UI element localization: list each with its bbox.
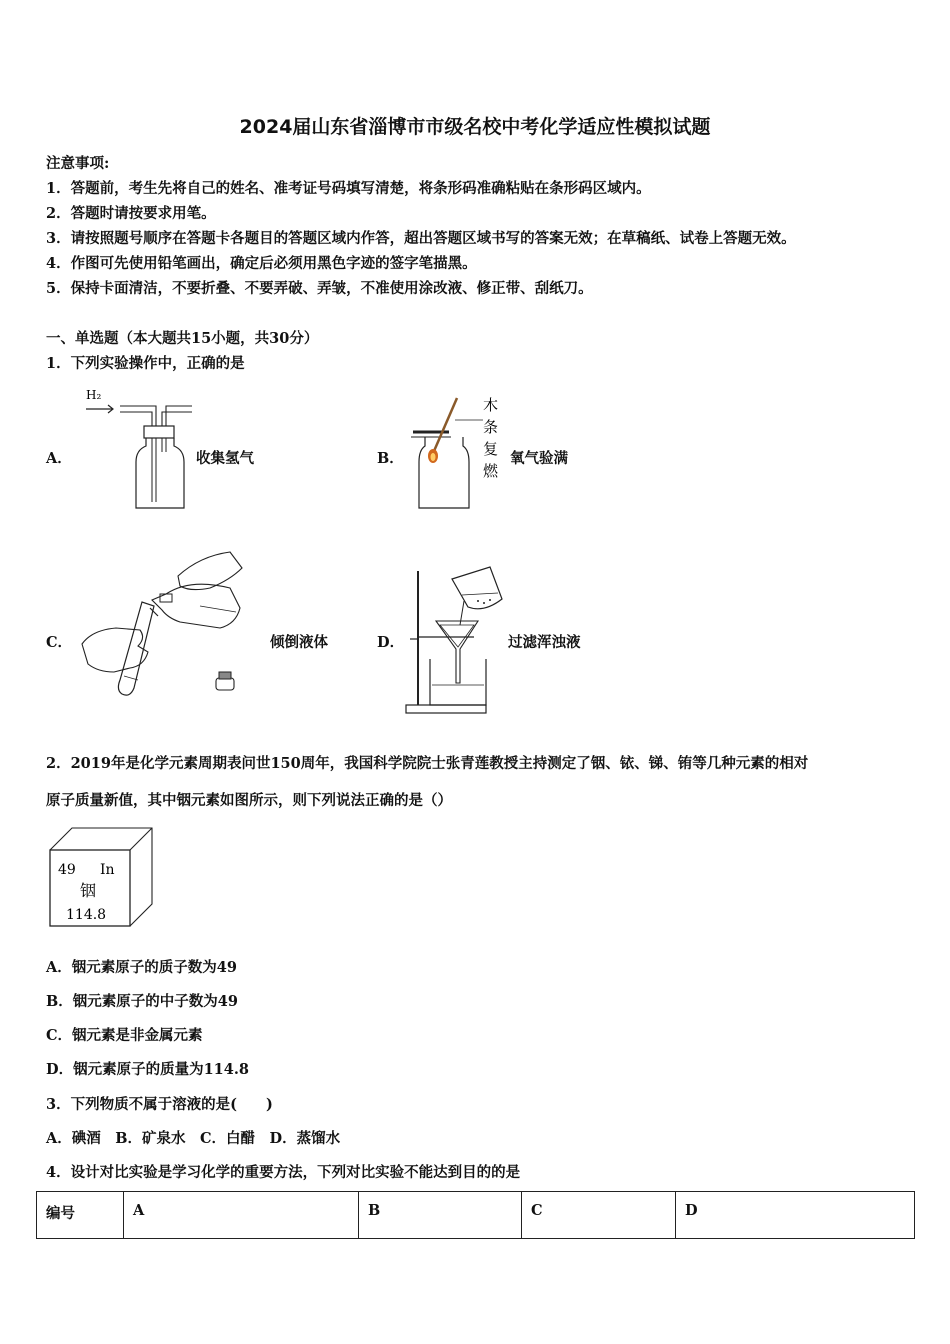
- question-3-stem: 3．下列物质不属于溶液的是( ): [46, 1096, 273, 1113]
- element-number: 49: [58, 862, 76, 878]
- table-header-cell: 编号: [37, 1192, 124, 1239]
- page-title: 2024届山东省淄博市市级名校中考化学适应性模拟试题: [239, 116, 711, 138]
- notice-item: 3．请按照题号顺序在答题卡各题目的答题区域内作答，超出答题区域书写的答案无效；在草稿纸、试卷上答题无效。: [46, 230, 796, 247]
- table-header-cell: A: [124, 1192, 359, 1239]
- wood-label-char: 复: [483, 440, 499, 458]
- element-symbol: In: [100, 862, 115, 878]
- question-1-stem: 1．下列实验操作中，正确的是: [46, 355, 245, 372]
- option-c-caption: 倾倒液体: [270, 634, 328, 651]
- pouring-liquid-illustration: [80, 548, 250, 700]
- question-2-option-b: B．铟元素原子的中子数为49: [46, 993, 238, 1010]
- gas-collecting-bottle-illustration: [80, 384, 200, 514]
- wood-label-char: 条: [483, 418, 499, 436]
- h2-label: H₂: [86, 388, 102, 402]
- option-a-letter: A．: [46, 450, 72, 467]
- comparison-table: [36, 1191, 915, 1239]
- option-b-letter: B．: [377, 450, 404, 467]
- indium-element-card: [46, 826, 156, 930]
- table-header-cell: C: [522, 1192, 676, 1239]
- notice-heading: 注意事项:: [46, 155, 110, 172]
- question-4-stem: 4．设计对比实验是学习化学的重要方法，下列对比实验不能达到目的的是: [46, 1164, 521, 1181]
- notice-item: 1．答题前，考生先将自己的姓名、准考证号码填写清楚，将条形码准确粘贴在条形码区域内。: [46, 180, 651, 197]
- table-row: [37, 1192, 915, 1239]
- question-3-options: A．碘酒 B．矿泉水 C．白醋 D．蒸馏水: [46, 1130, 341, 1147]
- question-2-option-a: A．铟元素原子的质子数为49: [46, 959, 237, 976]
- filtration-apparatus-illustration: [402, 565, 507, 717]
- oxygen-test-bottle-illustration: [405, 390, 505, 515]
- section-heading: 一、单选题（本大题共15小题，共30分）: [46, 330, 319, 347]
- wood-label-char: 木: [483, 396, 499, 414]
- table-header-cell: B: [359, 1192, 522, 1239]
- option-b-caption: 氧气验满: [510, 450, 568, 467]
- question-2-option-d: D．铟元素原子的质量为114.8: [46, 1061, 249, 1078]
- question-2-option-c: C．铟元素是非金属元素: [46, 1027, 203, 1044]
- notice-item: 4．作图可先使用铅笔画出，确定后必须用黑色字迹的签字笔描黑。: [46, 255, 477, 272]
- option-a-caption: 收集氢气: [196, 450, 254, 467]
- option-d-caption: 过滤浑浊液: [508, 634, 581, 651]
- notice-item: 5．保持卡面清洁，不要折叠、不要弄破、弄皱，不准使用涂改液、修正带、刮纸刀。: [46, 280, 593, 297]
- question-2-stem-line2: 原子质量新值，其中铟元素如图所示，则下列说法正确的是（）: [46, 792, 452, 809]
- question-2-stem-line1: 2．2019年是化学元素周期表问世150周年，我国科学院院士张青莲教授主持测定了铟、铱、锑、铕等几种元素的相对: [46, 755, 809, 772]
- option-c-letter: C．: [46, 634, 73, 651]
- table-header-cell: D: [676, 1192, 915, 1239]
- element-mass: 114.8: [66, 907, 107, 923]
- option-d-letter: D．: [377, 634, 405, 651]
- notice-item: 2．答题时请按要求用笔。: [46, 205, 216, 222]
- wood-label-char: 燃: [483, 462, 499, 480]
- element-name: 铟: [80, 881, 97, 900]
